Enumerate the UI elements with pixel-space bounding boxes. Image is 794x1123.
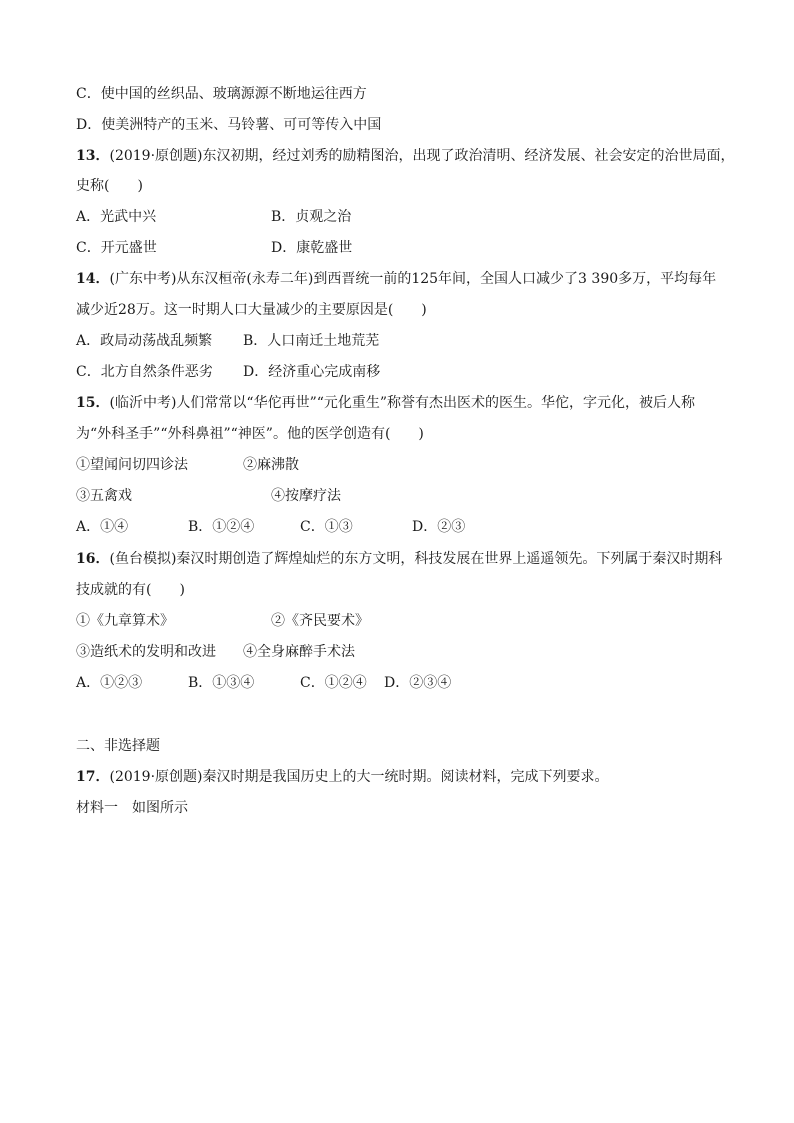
q17-number: 17．: [76, 769, 110, 785]
q13-stem-line2: 史称( ): [76, 178, 143, 194]
q16-option-c: C．①②④: [300, 675, 367, 691]
q16-number: 16．: [76, 551, 110, 567]
q15-stem-line2: 为“外科圣手”“外科鼻祖”“神医”。他的医学创造有( ): [76, 426, 424, 442]
q14-stem: [76, 269, 716, 289]
q14-option-c: C．北方自然条件恶劣: [76, 364, 213, 380]
q14-option-d: D．经济重心完成南移: [243, 364, 381, 380]
q15-item-3: ③五禽戏: [76, 488, 132, 504]
q14-option-b: B．人口南迁土地荒芜: [243, 333, 380, 349]
q16-item-2: ②《齐民要术》: [271, 613, 369, 629]
q16-stem-line1: (鱼台模拟)秦汉时期创造了辉煌灿烂的东方文明，科技发展在世界上遥遥领先。下列属于秦汉时期科: [109, 551, 723, 567]
q15-option-b: B．①②④: [188, 519, 255, 535]
q15-item-2: ②麻沸散: [243, 457, 299, 473]
q15-item-4: ④按摩疗法: [271, 488, 341, 504]
q16-stem-line2: 技成就的有( ): [76, 582, 185, 598]
q16-item-1: ①《九章算术》: [76, 613, 174, 629]
q15-number: 15．: [76, 395, 110, 411]
q12-option-c: C．使中国的丝织品、玻璃源源不断地运往西方: [76, 86, 367, 102]
q15-option-d: D．②③: [412, 519, 466, 535]
q13-number: 13．: [76, 148, 110, 164]
q15-stem: [76, 393, 695, 413]
q13-stem: [76, 146, 735, 166]
q15-option-a: A．①④: [76, 519, 129, 535]
q12-option-d: D．使美洲特产的玉米、马铃薯、可可等传入中国: [76, 117, 382, 133]
q14-number: 14．: [76, 271, 110, 287]
q16-item-4: ④全身麻醉手术法: [243, 644, 355, 660]
q13-option-c: C．开元盛世: [76, 240, 157, 256]
q14-stem-line1: (广东中考)从东汉桓帝(永寿二年)到西晋统一前的125年间，全国人口减少了3 390多万，平均每年: [109, 271, 717, 287]
q13-stem-line1: (2019·原创题)东汉初期，经过刘秀的励精图治，出现了政治清明、经济发展、社会安定的治世局面，: [109, 148, 735, 164]
q13-option-a: A．光武中兴: [76, 209, 157, 225]
q15-item-1: ①望闻问切四诊法: [76, 457, 188, 473]
q16-item-3: ③造纸术的发明和改进: [76, 644, 216, 660]
q16-option-b: B．①③④: [188, 675, 255, 691]
q15-stem-line1: (临沂中考)人们常常以“华佗再世”“元化重生”称誉有杰出医术的医生。华佗，字元化，被后人称: [109, 395, 696, 411]
q17-material-1: 材料一 如图所示: [76, 800, 188, 816]
q14-option-a: A．政局动荡战乱频繁: [76, 333, 213, 349]
q13-option-b: B．贞观之治: [271, 209, 352, 225]
q14-stem-line2: 减少近28万。这一时期人口大量减少的主要原因是( ): [76, 302, 427, 318]
q17-stem-line1: (2019·原创题)秦汉时期是我国历史上的大一统时期。阅读材料，完成下列要求。: [109, 769, 609, 785]
q16-stem: [76, 549, 722, 569]
q16-option-d: D．②③④: [384, 675, 452, 691]
q13-option-d: D．康乾盛世: [271, 240, 353, 256]
q15-option-c: C．①③: [300, 519, 353, 535]
q17-stem: [76, 767, 609, 787]
section-heading: 二、非选择题: [76, 738, 160, 754]
q16-option-a: A．①②③: [76, 675, 143, 691]
